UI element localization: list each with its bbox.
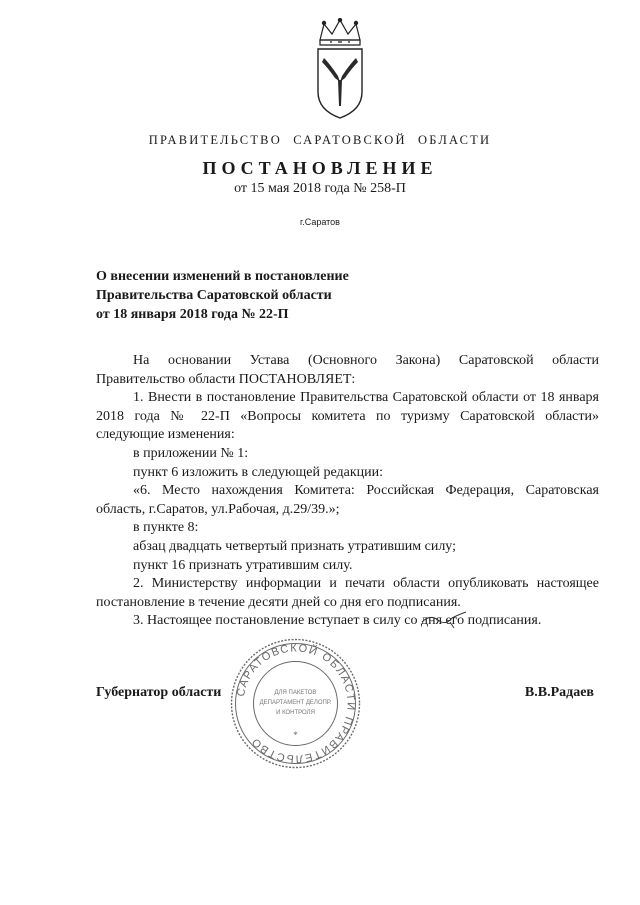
stamp-inner-line: И КОНТРОЛЯ xyxy=(276,710,315,716)
paragraph-basis: На основании Устава (Основного Закона) Саратовской области Правительство области ПОСТАНОВЛЯЕТ: xyxy=(96,353,599,387)
title-line: Правительства Саратовской области xyxy=(96,288,332,303)
paragraph-point-6: пункт 6 изложить в следующей редакции: xyxy=(133,464,383,480)
document-city: г.Саратов xyxy=(300,217,340,227)
document-title xyxy=(96,267,476,324)
paragraph-item-2: 2. Министерству информации и печати области опубликовать настоящее постановление в течение десяти дней со дня его подписания. xyxy=(96,576,599,610)
paragraph-point-8: в пункте 8: xyxy=(133,520,199,536)
paragraph-item-1: 1. Внести в постановление Правительства Саратовской области от 18 января 2018 года № 22-П «Вопросы комитета по туризму Саратовской области» следующие изменения: xyxy=(96,390,599,443)
saratov-coat-of-arms-icon xyxy=(308,18,372,122)
official-stamp xyxy=(228,636,363,771)
stamp-inner-line: ДЛЯ ПАКЕТОВ xyxy=(274,690,317,696)
title-line: от 18 января 2018 года № 22-П xyxy=(96,307,289,322)
paragraph-abzac: абзац двадцать четвертый признать утратившим силу; xyxy=(133,538,457,554)
title-line: О внесении изменений в постановление xyxy=(96,269,349,284)
paragraph-location: «6. Место нахождения Комитета: Российская Федерация, Саратовская область, г.Саратов, ул.Рабочая, д.29/39.»; xyxy=(96,483,599,517)
paragraph-appendix: в приложении № 1: xyxy=(133,445,249,461)
handwritten-mark xyxy=(420,608,468,630)
document-date-number: от 15 мая 2018 года № 258-П xyxy=(234,181,406,196)
stamp-star-icon: * xyxy=(293,730,298,740)
stamp-inner-line: ДЕПАРТАМЕНТ ДЕЛОПР. xyxy=(259,700,332,706)
paragraph-item-3: 3. Настоящее постановление вступает в силу со дня его подписания. xyxy=(133,613,542,629)
stamp-ring-text: САРАТОВСКОЙ ОБЛАСТИ ПРАВИТЕЛЬСТВО xyxy=(234,642,357,765)
document-type: ПОСТАНОВЛЕНИЕ xyxy=(202,158,438,178)
organization-name: ПРАВИТЕЛЬСТВО САРАТОВСКОЙ ОБЛАСТИ xyxy=(148,133,492,147)
signatory-position: Губернатор области xyxy=(96,685,222,700)
paragraph-point-16: пункт 16 признать утратившим силу. xyxy=(133,557,353,573)
document-body xyxy=(96,352,599,631)
signatory-name: В.В.Радаев xyxy=(524,685,594,700)
